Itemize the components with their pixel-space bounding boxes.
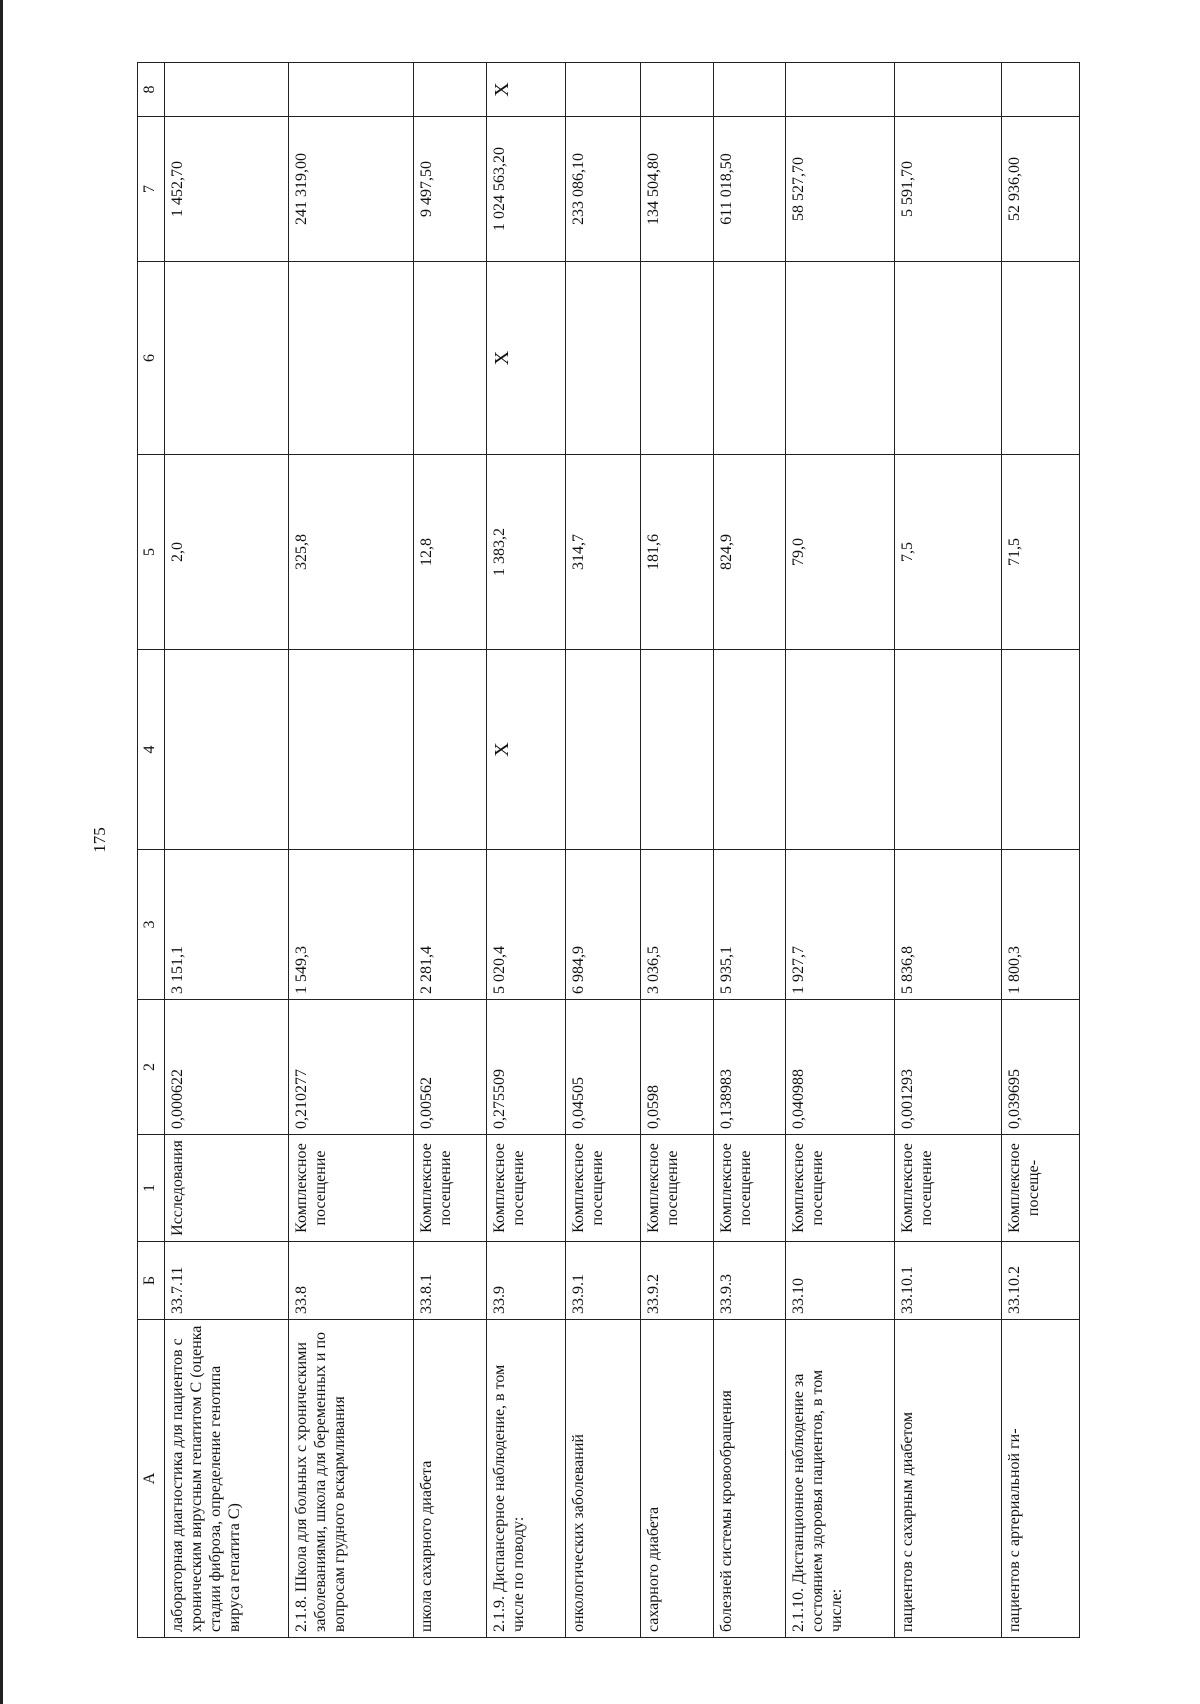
table-cell-col-5: 314,7 (566, 455, 641, 650)
table-body (165, 63, 1080, 1638)
table-cell-col-8 (713, 63, 786, 117)
table-cell-col-5: 71,5 (1001, 455, 1079, 650)
header-cell: 8 (138, 63, 165, 117)
table-cell-col-3: 5 935,1 (713, 850, 786, 1000)
table-row (786, 63, 895, 1638)
table-cell-col-8: X (487, 63, 566, 117)
table-cell-col-2: 0,000622 (165, 1000, 289, 1135)
table-cell-col-5: 79,0 (786, 455, 895, 650)
table-cell-col-7: 134 504,80 (641, 117, 714, 262)
table-cell-col-b: 33.10 (786, 1242, 895, 1320)
table-row (413, 63, 487, 1638)
table-cell-col-b: 33.7.11 (165, 1242, 289, 1320)
table-cell-col-a: сахарного диабета (641, 1320, 714, 1638)
table-cell-col-1: Комплексное посещение (288, 1135, 413, 1242)
table-cell-col-6 (895, 262, 1002, 455)
table-cell-col-8 (1001, 63, 1079, 117)
header-cell: 5 (138, 455, 165, 650)
table-cell-col-1: Комплексное посеще- (1001, 1135, 1079, 1242)
table-cell-col-b: 33.9.2 (641, 1242, 714, 1320)
table-cell-col-2: 0,0598 (641, 1000, 714, 1135)
table-cell-col-1: Комплексное посещение (487, 1135, 566, 1242)
table-row (713, 63, 786, 1638)
header-cell: 2 (138, 1000, 165, 1135)
table-header-row (138, 63, 165, 1638)
table-cell-col-5: 2,0 (165, 455, 289, 650)
header-cell: 6 (138, 262, 165, 455)
table-cell-col-a: онкологических заболеваний (566, 1320, 641, 1638)
table-row (165, 63, 289, 1638)
table-cell-col-7: 611 018,50 (713, 117, 786, 262)
table-cell-col-4 (165, 650, 289, 850)
header-cell: Б (138, 1242, 165, 1320)
table-cell-col-1: Комплексное посещение (895, 1135, 1002, 1242)
header-cell: 7 (138, 117, 165, 262)
table-cell-col-3: 1 927,7 (786, 850, 895, 1000)
table-cell-col-2: 0,04505 (566, 1000, 641, 1135)
table-cell-col-a: 2.1.9. Диспансерное наблюдение, в том числе по поводу: (487, 1320, 566, 1638)
table-cell-col-a: пациентов с сахарным диабетом (895, 1320, 1002, 1638)
table-cell-col-1: Комплексное посещение (786, 1135, 895, 1242)
table-cell-col-3: 1 800,3 (1001, 850, 1079, 1000)
table-cell-col-1: Комплексное посещение (566, 1135, 641, 1242)
table-cell-col-7: 233 086,10 (566, 117, 641, 262)
table-cell-col-6: X (487, 262, 566, 455)
table-cell-col-6 (566, 262, 641, 455)
table-cell-col-b: 33.8 (288, 1242, 413, 1320)
table-cell-col-4 (1001, 650, 1079, 850)
table-cell-col-2: 0,00562 (413, 1000, 487, 1135)
table-cell-col-7: 58 527,70 (786, 117, 895, 262)
table-cell-col-3: 2 281,4 (413, 850, 487, 1000)
table-cell-col-7: 5 591,70 (895, 117, 1002, 262)
table-cell-col-7: 9 497,50 (413, 117, 487, 262)
table-row (487, 63, 566, 1638)
table-cell-col-4 (895, 650, 1002, 850)
table-cell-col-8 (413, 63, 487, 117)
table-cell-col-6 (1001, 262, 1079, 455)
table-cell-col-3: 3 036,5 (641, 850, 714, 1000)
table-cell-col-6 (786, 262, 895, 455)
table-cell-col-b: 33.9.1 (566, 1242, 641, 1320)
table-cell-col-b: 33.8.1 (413, 1242, 487, 1320)
table-cell-col-2: 0,001293 (895, 1000, 1002, 1135)
table-cell-col-1: Исследования (165, 1135, 289, 1242)
table-cell-col-4 (786, 650, 895, 850)
table-cell-col-b: 33.9.3 (713, 1242, 786, 1320)
table-cell-col-6 (641, 262, 714, 455)
header-cell: 1 (138, 1135, 165, 1242)
table-cell-col-6 (713, 262, 786, 455)
table-cell-col-3: 6 984,9 (566, 850, 641, 1000)
table-cell-col-a: лабораторная диагностика для пациентов с хроническим вирусным гепатитом С (оценка стадии фиброза, определение генотипа вируса гепатита С) (165, 1320, 289, 1638)
scan-edge-line (0, 0, 3, 1704)
table-cell-col-5: 181,6 (641, 455, 714, 650)
table-cell-col-a: 2.1.10. Дистанционное наблюдение за состоянием здоровья пациентов, в том числе: (786, 1320, 895, 1638)
table-cell-col-5: 1 383,2 (487, 455, 566, 650)
table-cell-col-1: Комплексное посещение (641, 1135, 714, 1242)
table-cell-col-2: 0,040988 (786, 1000, 895, 1135)
table-cell-col-2: 0,138983 (713, 1000, 786, 1135)
table-cell-col-6 (288, 262, 413, 455)
table-cell-col-8 (895, 63, 1002, 117)
table-cell-col-8 (288, 63, 413, 117)
table-cell-col-3: 3 151,1 (165, 850, 289, 1000)
table-cell-col-7: 241 319,00 (288, 117, 413, 262)
header-cell: 4 (138, 650, 165, 850)
table-row (1001, 63, 1079, 1638)
table-cell-col-7: 1 452,70 (165, 117, 289, 262)
table-row (641, 63, 714, 1638)
table-cell-col-5: 325,8 (288, 455, 413, 650)
table-cell-col-4 (413, 650, 487, 850)
table-cell-col-1: Комплексное посещение (713, 1135, 786, 1242)
data-table (137, 62, 1080, 1638)
table-row (288, 63, 413, 1638)
table-cell-col-8 (641, 63, 714, 117)
table-cell-col-a: болезней системы кровообращения (713, 1320, 786, 1638)
table-cell-col-b: 33.9 (487, 1242, 566, 1320)
table-cell-col-b: 33.10.1 (895, 1242, 1002, 1320)
table-cell-col-2: 0,275509 (487, 1000, 566, 1135)
table-cell-col-7: 1 024 563,20 (487, 117, 566, 262)
table-cell-col-2: 0,039695 (1001, 1000, 1079, 1135)
page-number: 175 (90, 827, 109, 853)
header-cell: А (138, 1320, 165, 1638)
table-cell-col-6 (413, 262, 487, 455)
table-cell-col-4 (641, 650, 714, 850)
table-cell-col-a: 2.1.8. Школа для больных с хроническими заболеваниями, школа для беременных и по вопросам грудного вскармливания (288, 1320, 413, 1638)
table-row (895, 63, 1002, 1638)
table-cell-col-4: X (487, 650, 566, 850)
table-cell-col-6 (165, 262, 289, 455)
table-cell-col-1: Комплексное посещение (413, 1135, 487, 1242)
table-cell-col-4 (566, 650, 641, 850)
header-cell: 3 (138, 850, 165, 1000)
table-cell-col-8 (566, 63, 641, 117)
table-cell-col-b: 33.10.2 (1001, 1242, 1079, 1320)
table-cell-col-2: 0,210277 (288, 1000, 413, 1135)
table-cell-col-3: 1 549,3 (288, 850, 413, 1000)
rotated-table-container (137, 63, 1080, 1638)
table-cell-col-a: школа сахарного диабета (413, 1320, 487, 1638)
table-row (566, 63, 641, 1638)
table-cell-col-4 (288, 650, 413, 850)
table-cell-col-5: 7,5 (895, 455, 1002, 650)
table-cell-col-a: пациентов с артериальной ги- (1001, 1320, 1079, 1638)
table-cell-col-4 (713, 650, 786, 850)
table-cell-col-5: 12,8 (413, 455, 487, 650)
table-cell-col-3: 5 020,4 (487, 850, 566, 1000)
table-cell-col-8 (165, 63, 289, 117)
table-cell-col-7: 52 936,00 (1001, 117, 1079, 262)
table-cell-col-3: 5 836,8 (895, 850, 1002, 1000)
table-cell-col-5: 824,9 (713, 455, 786, 650)
table-cell-col-8 (786, 63, 895, 117)
